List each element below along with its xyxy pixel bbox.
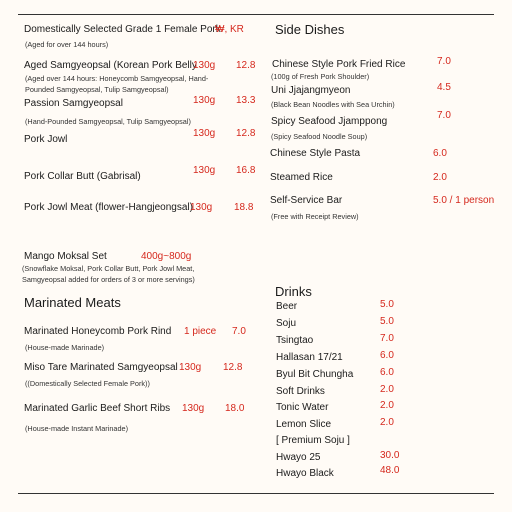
top-rule: [18, 14, 494, 15]
menu-item-name: Chinese Style Pork Fried Rice: [272, 59, 406, 70]
menu-item-name: Passion Samgyeopsal: [24, 98, 123, 109]
menu-item-name: Aged Samgyeopsal (Korean Pork Belly: [24, 60, 197, 71]
menu-item-price: 7.0: [437, 110, 451, 121]
drink-price: 7.0: [380, 333, 394, 344]
menu-item-description: (Free with Receipt Review): [271, 212, 359, 221]
drink-price: 30.0: [380, 450, 400, 461]
drink-price: 5.0: [380, 316, 394, 327]
drink-name: Soft Drinks: [276, 386, 325, 397]
menu-item-name: Miso Tare Marinated Samgyeopsal: [24, 362, 178, 373]
drink-name: Tonic Water: [276, 402, 329, 413]
drink-price: 2.0: [380, 384, 394, 395]
menu-item-price: 12.8: [236, 60, 256, 71]
menu-item-quantity: 130g: [182, 403, 205, 414]
menu-item-price: 12.8: [223, 362, 243, 373]
pork-aging-note: (Aged for over 144 hours): [25, 40, 109, 49]
menu-item-description: (100g of Fresh Pork Shoulder): [271, 72, 370, 81]
drink-name: Hwayo Black: [276, 468, 334, 479]
menu-item-description: (Black Bean Noodles with Sea Urchin): [271, 100, 395, 109]
menu-item-name: Self-Service Bar: [270, 195, 343, 206]
menu-item-name: Pork Jowl: [24, 134, 68, 145]
menu-item-price: 7.0: [437, 56, 451, 67]
menu-item-weight: 130g: [193, 60, 216, 71]
menu-item-name: Pork Jowl Meat (flower-Hangjeongsal): [24, 202, 193, 213]
drink-price: 2.0: [380, 417, 394, 428]
menu-item-price: 12.8: [236, 128, 256, 139]
currency-label: ₩, KR: [215, 24, 244, 35]
menu-item-weight: 130g: [193, 128, 216, 139]
marinated-section-title: Marinated Meats: [24, 295, 121, 310]
menu-item-name: Pork Collar Butt (Gabrisal): [24, 171, 141, 182]
drink-price: 6.0: [380, 367, 394, 378]
menu-item-description: (Spicy Seafood Noodle Soup): [271, 132, 368, 141]
set-weight: 400g~800g: [141, 251, 192, 262]
drink-name: Hwayo 25: [276, 452, 321, 463]
menu-item-description: (Aged over 144 hours: Honeycomb Samgyeopsal, Hand-Pounded Samgyeopsal, Tulip Samgyeopsal): [25, 74, 209, 94]
set-description: Samgyeopsal added for orders of 3 or more servings): [22, 275, 195, 284]
side-dishes-section-title: Side Dishes: [275, 22, 345, 37]
menu-item-price: 5.0 / 1 person: [433, 195, 495, 206]
drink-name: Tsingtao: [276, 335, 314, 346]
drink-name: Hallasan 17/21: [276, 352, 343, 363]
menu-item-description: ((Domestically Selected Female Pork)): [25, 379, 150, 388]
menu-item-weight: 130g: [190, 202, 213, 213]
menu-item-name: Marinated Garlic Beef Short Ribs: [24, 403, 171, 414]
drink-price: 6.0: [380, 350, 394, 361]
menu-item-name: Marinated Honeycomb Pork Rind: [24, 326, 172, 337]
menu-item-name: Steamed Rice: [270, 172, 333, 183]
menu-item-description: (House-made Instant Marinade): [25, 424, 129, 433]
menu-item-description: (House-made Marinade): [25, 343, 105, 352]
drink-name: Soju: [276, 318, 297, 329]
menu-item-quantity: 1 piece: [184, 326, 217, 337]
premium-soju-label: [ Premium Soju ]: [276, 435, 350, 446]
menu-item-quantity: 130g: [179, 362, 202, 373]
menu-item-price: 7.0: [232, 326, 246, 337]
menu-item-name: Chinese Style Pasta: [270, 148, 361, 159]
menu-item-price: 6.0: [433, 148, 447, 159]
set-name: Mango Moksal Set: [24, 251, 107, 262]
drink-price: 2.0: [380, 400, 394, 411]
drink-name: Byul Bit Chungha: [276, 369, 354, 380]
menu-item-price: 4.5: [437, 82, 451, 93]
bottom-rule: [18, 493, 494, 494]
menu-item-weight: 130g: [193, 95, 216, 106]
drinks-section-title: Drinks: [275, 284, 312, 299]
set-description: (Snowflake Moksal, Pork Collar Butt, Pork Jowl Meat,: [22, 264, 195, 273]
drink-name: Beer: [276, 301, 298, 312]
drink-price: 5.0: [380, 299, 394, 310]
menu-item-price: 18.0: [225, 403, 245, 414]
drink-name: Lemon Slice: [276, 419, 332, 430]
menu-item-price: 13.3: [236, 95, 256, 106]
menu-item-name: Spicy Seafood Jjamppong: [271, 116, 388, 127]
menu-item-price: 2.0: [433, 172, 447, 183]
drink-price: 48.0: [380, 465, 400, 476]
menu-item-price: 18.8: [234, 202, 254, 213]
menu-item-name: Uni Jjajangmyeon: [271, 85, 351, 96]
menu-item-description: (Hand-Pounded Samgyeopsal, Tulip Samgyeopsal): [25, 117, 191, 126]
pork-section-title: Domestically Selected Grade 1 Female Pork: [24, 24, 221, 35]
menu-item-weight: 130g: [193, 165, 216, 176]
menu-item-price: 16.8: [236, 165, 256, 176]
